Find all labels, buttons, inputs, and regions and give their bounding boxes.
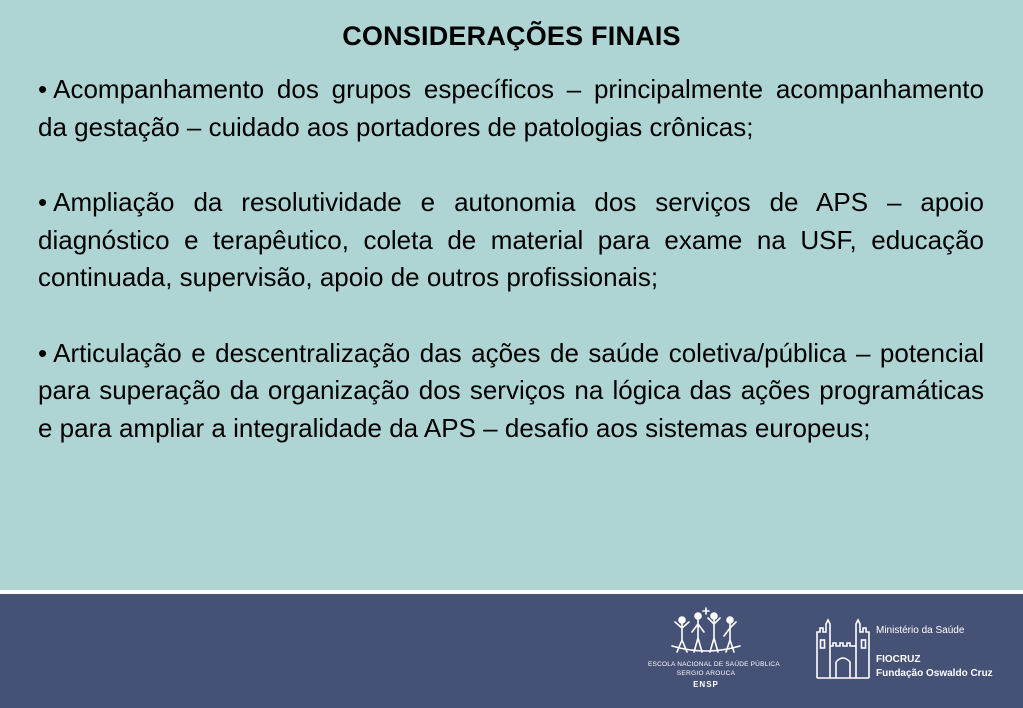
slide-title: CONSIDERAÇÕES FINAIS [342, 21, 681, 51]
bullet-text: Ampliação da resolutividade e autonomia dos serviços de APS – apoio diagnóstico e terapêutico, coleta de material para exame na USF, educação continuada, supervisão, apoio de outros profissionais; [38, 187, 984, 292]
fiocruz-full-name: Fundação Oswaldo Cruz [876, 668, 993, 679]
ensp-figures-icon [648, 606, 764, 662]
ensp-acronym: ENSP [693, 680, 719, 689]
ensp-logo [648, 606, 780, 702]
footer-bar [0, 594, 1023, 708]
ensp-school-name: ESCOLA NACIONAL DE SAÚDE PÚBLICA [648, 661, 780, 668]
bullet-marker: • [38, 187, 48, 217]
bullet-item [38, 335, 984, 448]
bullet-item [38, 184, 984, 297]
bullet-text: Acompanhamento dos grupos específicos – principalmente acompanhamento da gestação – cuidado aos portadores de patologias crônicas; [38, 74, 984, 142]
ensp-subtitle: SERGIO AROUCA [676, 670, 736, 677]
bullet-list [38, 71, 984, 485]
fiocruz-name: FIOCRUZ [876, 654, 921, 665]
bullet-text: Articulação e descentralização das ações de saúde coletiva/pública – potencial para superação da organização dos serviços na lógica das ações programáticas e para ampliar a integralidade da APS – desafio aos sistemas europeus; [38, 337, 984, 443]
fiocruz-logo [814, 616, 1019, 686]
bullet-marker: • [38, 337, 48, 368]
ministry-label: Ministério da Saúde [876, 625, 965, 636]
bullet-marker: • [38, 74, 48, 104]
fiocruz-castle-icon [814, 616, 872, 686]
bullet-item [38, 71, 984, 146]
